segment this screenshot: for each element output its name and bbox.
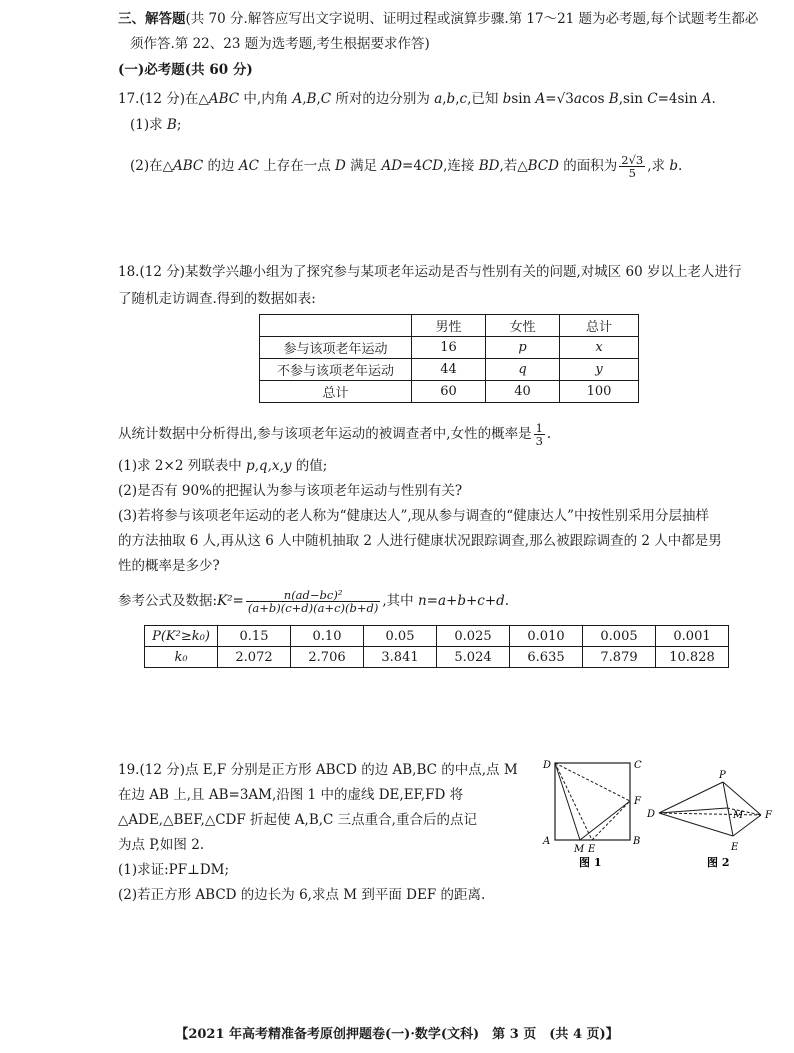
label-f2: F xyxy=(765,810,772,821)
q18-part2: (2)是否有 90%的把握认为参与该项老年运动与性别有关? xyxy=(118,483,463,499)
edge-de xyxy=(659,813,733,836)
table-row: P(K²≥k₀) 0.15 0.10 0.05 0.025 0.010 0.005 0.001 xyxy=(145,626,729,647)
section-desc-line2: 须作答.第 22、23 题为选考题,考生根据要求作答) xyxy=(130,36,430,52)
edge-df xyxy=(659,813,761,815)
contingency-table xyxy=(259,314,639,403)
page-footer: 【2021 年高考精准备考原创押题卷(一)·数学(文科) 第 3 页 (共 4 页)】 xyxy=(175,1027,619,1042)
q17-stem: 17.(12 分)在△ABC 中,内角 A,B,C 所对的边分别为 a,b,c,已知 bsin A=√3acos B,sin C=4sin A. xyxy=(118,91,716,107)
label-f: F xyxy=(634,796,641,807)
figure-1-caption: 图 1 xyxy=(579,856,602,868)
q19-part1: (1)求证:PF⊥DM; xyxy=(118,862,230,878)
probability-fraction: $\frac{1}{3}$ xyxy=(535,421,543,448)
q19-line3: △ADE,△BEF,△CDF 折起使 A,B,C 三点重合,重合后的点记 xyxy=(118,812,477,828)
section-desc-line1: (共 70 分.解答应写出文字说明、证明过程或演算步骤.第 17～21 题为必考题,每个试题考生都必 xyxy=(185,11,759,27)
figure-2 xyxy=(645,768,775,868)
label-d2: D xyxy=(647,809,656,820)
figure-2-caption: 图 2 xyxy=(707,856,730,868)
area-fraction: $\frac{2√3}{5}$ xyxy=(621,153,644,180)
q19-line1: 19.(12 分)点 E,F 分别是正方形 ABCD 的边 AB,BC 的中点,点 M xyxy=(118,762,518,778)
section-title: 三、解答题(共 70 分.解答应写出文字说明、证明过程或演算步骤.第 17～21 题为必考题,每个试题考生都必 xyxy=(118,11,759,27)
segment-dm2 xyxy=(659,808,727,813)
label-e: E xyxy=(588,844,596,855)
label-p: P xyxy=(719,770,726,781)
edge-dp xyxy=(659,782,723,813)
q17-part2: (2)在△ABC 的边 AC 上存在一点 D 满足 AD=4CD,连接 BD,若△BCD 的面积为 $\frac{2√3}{5}$ ,求 b. xyxy=(130,153,683,180)
required-subtitle: (一)必考题(共 60 分) xyxy=(118,62,253,78)
fold-de xyxy=(555,763,592,840)
table-row: 总计 60 40 100 xyxy=(260,381,639,403)
figure-1 xyxy=(535,758,645,868)
label-c: C xyxy=(634,760,642,771)
label-b: B xyxy=(633,836,641,847)
label-a: A xyxy=(543,836,551,847)
q19-line4: 为点 P,如图 2. xyxy=(118,837,205,853)
square-abcd xyxy=(555,763,630,840)
q18-part3-line2: 的方法抽取 6 人,再从这 6 人中随机抽取 2 人进行健康状况跟踪调查,那么被跟踪调查的 2 人中都是男 xyxy=(118,533,722,549)
table-row: 参与该项老年运动 16 p x xyxy=(260,337,639,359)
q17-part1: (1)求 B; xyxy=(130,117,182,133)
q19-part2: (2)若正方形 ABCD 的边长为 6,求点 M 到平面 DEF 的距离. xyxy=(118,887,486,903)
fold-ef xyxy=(592,801,630,840)
q18-part3-line1: (3)若将参与该项老年运动的老人称为“健康达人”,现从参与调查的“健康达人”中按性别采用分层抽样 xyxy=(118,508,710,524)
table-row: k₀ 2.072 2.706 3.841 5.024 6.635 7.879 10.828 xyxy=(145,647,729,668)
q18-formula: 参考公式及数据:K²= $\frac{\text{n(ad−bc)²}}{(a+b)(c+d)(a+c)(b+d)}$ ,其中 n=a+b+c+d. xyxy=(118,588,510,615)
formula-fraction: $\frac{\text{n(ad−bc)²}}{(a+b)(c+d)(a+c)(b+d)}$ xyxy=(247,588,379,615)
label-e2: E xyxy=(731,842,739,853)
q18-part3-line3: 性的概率是多少? xyxy=(118,558,220,574)
q18-stat-line: 从统计数据中分析得出,参与该项老年运动的被调查者中,女性的概率是 $\frac{1}{3}$ . xyxy=(118,421,552,448)
table-row: 男性 女性 总计 xyxy=(260,315,639,337)
segment-mf xyxy=(580,801,630,840)
edge-pe xyxy=(723,782,733,836)
table-row: 不参与该项老年运动 44 q y xyxy=(260,359,639,381)
segment-dm xyxy=(555,763,580,840)
label-m: M xyxy=(574,844,585,855)
label-d: D xyxy=(543,760,552,771)
label-m2: M xyxy=(733,810,744,821)
q18-line1: 18.(12 分)某数学兴趣小组为了探究参与某项老年运动是否与性别有关的问题,对城区 60 岁以上老人进行 xyxy=(118,264,742,280)
fold-fd xyxy=(555,763,630,801)
q18-line2: 了随机走访调查.得到的数据如表: xyxy=(118,291,316,307)
reference-table xyxy=(144,625,729,668)
q19-line2: 在边 AB 上,且 AB=3AM,沿图 1 中的虚线 DE,EF,FD 将 xyxy=(118,787,464,803)
q18-part1: (1)求 2×2 列联表中 p,q,x,y 的值; xyxy=(118,458,328,474)
